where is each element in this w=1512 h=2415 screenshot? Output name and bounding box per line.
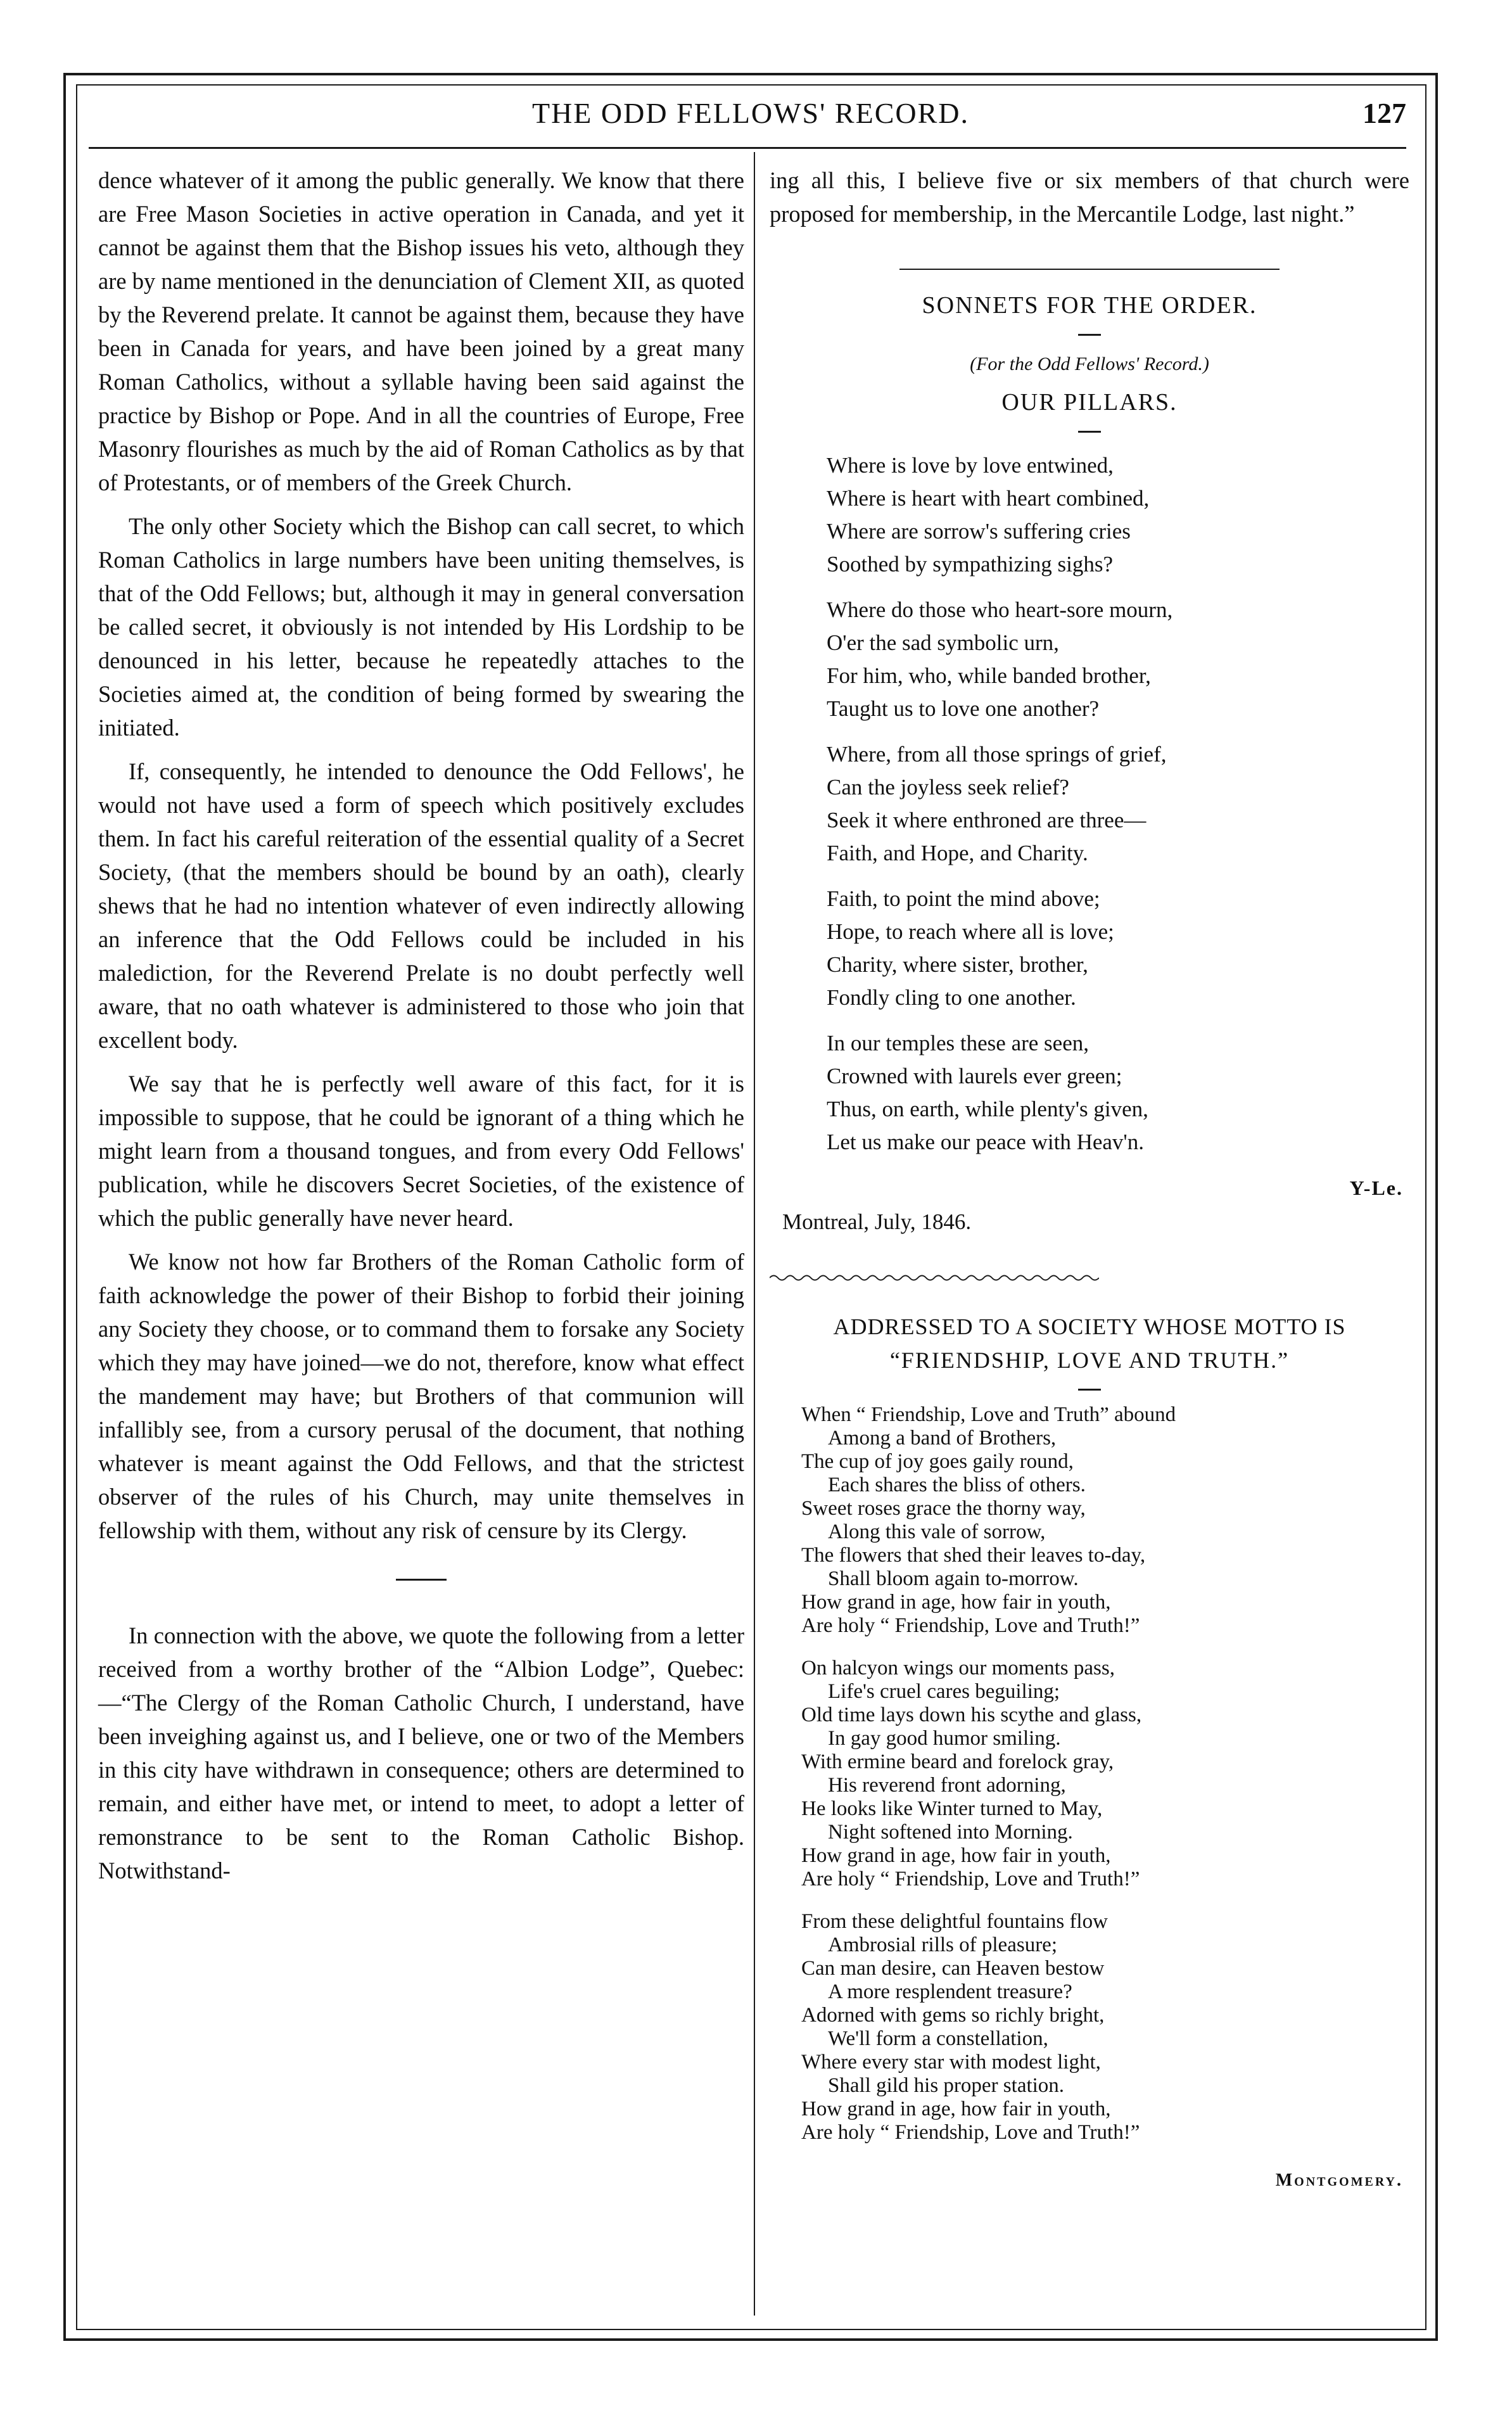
poem-line: Are holy “ Friendship, Love and Truth!” [801,1614,1140,1637]
right-column [770,163,1409,2197]
poem-line: Seek it where enthroned are three— [827,808,1147,832]
poem-line: Adorned with gems so richly bright, [801,2004,1105,2027]
poem-line: Let us make our peace with Heav'n. [827,1130,1144,1154]
poem-line: Charity, where sister, brother, [827,952,1088,977]
poem-line: Ambrosial rills of pleasure; [828,1934,1058,1956]
poem-line: Each shares the bliss of others. [828,1474,1086,1496]
poem-line: Hope, to reach where all is love; [827,919,1114,944]
poem-line: Where is heart with heart combined, [827,486,1150,511]
sonnets-heading: SONNETS FOR THE ORDER. [922,292,1257,319]
poem-line: Shall gild his proper station. [828,2074,1065,2097]
poem-line: Faith, to point the mind above; [827,886,1100,911]
poem-line: From these delightful fountains flow [801,1910,1108,1933]
poem-line: The flowers that shed their leaves to-day, [801,1544,1146,1567]
stanza [827,449,1409,581]
poem-line: Sweet roses grace the thorny way, [801,1497,1086,1520]
poem-line: Are holy “ Friendship, Love and Truth!” [801,2121,1140,2144]
poem-line: When “ Friendship, Love and Truth” abound [801,1403,1176,1426]
wavy-divider [770,1273,1099,1282]
poem-line: A more resplendent treasure? [828,1980,1072,2003]
paragraph: We know not how far Brothers of the Roman Catholic form of faith acknowledge the power of their Bishop to forbid their joining any Society they choose, or to command them to forsake any Society which they may have joined—we do not, therefore, know what effect the mandement may have; but Brothers of that communion will infallibly see, from a cursory perusal of the document, that nothing whatever is meant against the Odd Fellows, and that the strictest observer of the rules of his Church, may unite themselves in fellowship with them, without any risk of censure by its Clergy. [98,1249,744,1543]
heading-dash [1078,334,1101,336]
stanza [801,1403,1409,1638]
poem-line: Are holy “ Friendship, Love and Truth!” [801,1868,1140,1890]
stanza [801,1910,1409,2144]
poem-line: Where do those who heart-sore mourn, [827,597,1173,622]
poem-line: Soothed by sympathizing sighs? [827,552,1114,577]
poem-line: Where, from all those springs of grief, [827,742,1167,767]
poem-line: With ermine beard and forelock gray, [801,1750,1114,1773]
poem-line: The cup of joy goes gaily round, [801,1450,1074,1473]
society-poem-heading: ADDRESSED TO A SOCIETY WHOSE MOTTO IS [833,1314,1346,1339]
paragraph: We say that he is perfectly well aware of this fact, for it is impossible to suppose, that he could be ignorant of a thing which he might learn from a thousand tongues, and from every Odd Fellows' publication, while he discovers Secret Societies, of the existence of which the public generally have never heard. [98,1071,744,1231]
poem-attribution: (For the Odd Fellows' Record.) [970,354,1209,374]
poem-line: Taught us to love one another? [827,696,1100,721]
paragraph: The only other Society which the Bishop can call secret, to which Roman Catholics in large numbers have been uniting themselves, is that of the Odd Fellows; but, although it may in general conversation be called secret, it obviously is not intended by His Lordship to be denounced in his letter, because he repeatedly attaches to the Societies aimed at, the condition of being formed by swearing the initiated. [98,513,744,741]
poem-line: Where is love by love entwined, [827,453,1114,478]
continued-paragraph: ing all this, I believe five or six members of that church were proposed for membership, in the Mercantile Lodge, last night.” [770,167,1409,227]
poem-line: Among a band of Brothers, [828,1427,1057,1450]
heading-dash [1078,431,1101,433]
poem-line: How grand in age, how fair in youth, [801,1844,1111,1867]
society-poem-motto: “FRIENDSHIP, LOVE AND TRUTH.” [889,1348,1290,1373]
poem-line: Fondly cling to one another. [827,985,1076,1010]
poem-line: Crowned with laurels ever green; [827,1064,1122,1088]
poem-signature: Y-Le. [1349,1176,1403,1199]
stanza [801,1657,1409,1891]
poem-line: On halcyon wings our moments pass, [801,1657,1115,1679]
poem-line: Thus, on earth, while plenty's given, [827,1097,1148,1121]
left-column [98,163,744,1897]
section-divider [899,269,1280,270]
stanza [827,738,1409,870]
stanza [827,883,1409,1014]
poem-line: Faith, and Hope, and Charity. [827,841,1088,865]
poem-line: Night softened into Morning. [828,1821,1073,1844]
sonnet-poem [827,449,1409,1159]
poem-line: Where are sorrow's suffering cries [827,519,1131,544]
poem-line: Can man desire, can Heaven bestow [801,1957,1105,1980]
poem-line: Life's cruel cares beguiling; [828,1680,1060,1703]
heading-dash [1078,1389,1101,1391]
poem-signature: Montgomery. [1275,2170,1403,2190]
stanza [827,594,1409,725]
society-poem [801,1403,1409,2144]
poem-line: He looks like Winter turned to May, [801,1797,1103,1820]
running-header [89,96,1413,147]
poem-dateline: Montreal, July, 1846. [782,1209,972,1234]
poem-title: OUR PILLARS. [1001,389,1178,416]
poem-line: How grand in age, how fair in youth, [801,2098,1111,2120]
section-divider [396,1579,447,1581]
poem-line: How grand in age, how fair in youth, [801,1591,1111,1614]
poem-line: Along this vale of sorrow, [828,1520,1046,1543]
page-number: 127 [1363,97,1406,129]
poem-line: For him, who, while banded brother, [827,663,1151,688]
paragraph: If, consequently, he intended to denounce the Odd Fellows', he would not have used a form of speech which positively excludes them. In fact his careful reiteration of the essential quality of a Secret Society, (that the members should be bound by an oath), clearly shews that he had no intention whatever of even indirectly allowing an inference that the Odd Fellows could be included in his malediction, for the Reverend Prelate is no doubt perfectly well aware, that no oath whatever is administered to those who join that excellent body. [98,758,744,1053]
paragraph: In connection with the above, we quote the following from a letter received from a worthy brother of the “Albion Lodge”, Quebec:—“The Clergy of the Roman Catholic Church, I understand, have been inveighing against us, and I believe, one or two of the Members in this city have withdrawn in consequence; others are determined to remain, and either have met, or intend to meet, to adopt a letter of remonstrance to be sent to the Roman Catholic Bishop. Notwithstand- [98,1622,744,1883]
paragraph: dence whatever of it among the public generally. We know that there are Free Mason Societies in active operation in Canada, and yet it cannot be against them that the Bishop issues his veto, although they are by name mentioned in the denunciation of Clement XII, as quoted by the Reverend prelate. It cannot be against them, because they have been in Canada for years, and have been joined by a great many Roman Catholics, without a syllable having been said against the practice by Bishop or Pope. And in all the countries of Europe, Free Masonry flourishes as much by the aid of Roman Catholics as by that of Protestants, or of members of the Greek Church. [98,167,744,495]
poem-line: Old time lays down his scythe and glass, [801,1704,1142,1726]
poem-line: Shall bloom again to-morrow. [828,1567,1079,1590]
poem-line: Can the joyless seek relief? [827,775,1069,800]
poem-line: We'll form a constellation, [828,2027,1048,2050]
poem-line: O'er the sad symbolic urn, [827,630,1059,655]
poem-line: In our temples these are seen, [827,1031,1090,1055]
poem-line: Where every star with modest light, [801,2051,1101,2074]
header-rule [89,147,1406,149]
journal-title: THE ODD FELLOWS' RECORD. [531,97,970,129]
column-divider [754,152,755,2316]
poem-line: His reverend front adorning, [828,1774,1066,1797]
poem-line: In gay good humor smiling. [828,1727,1061,1750]
stanza [827,1027,1409,1159]
